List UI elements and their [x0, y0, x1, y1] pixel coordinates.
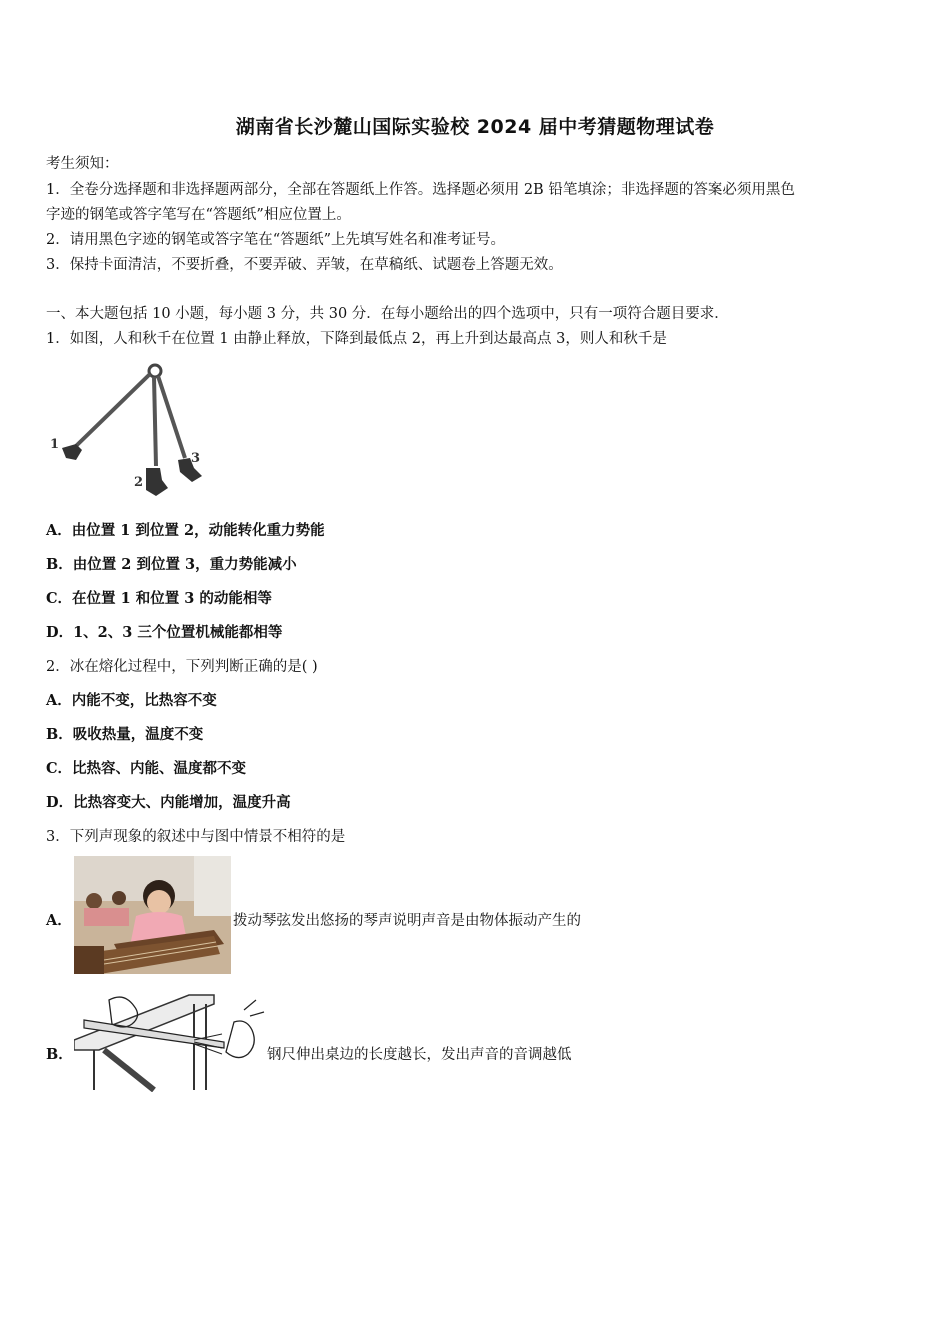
question-3-stem: 3．下列声现象的叙述中与图中情景不相符的是: [46, 829, 346, 845]
notice-item-2: 2．请用黑色字迹的钢笔或答字笔在“答题纸”上先填写姓名和准考证号。: [46, 232, 506, 248]
q3-option-b-letter: B．: [46, 1046, 73, 1063]
q2-option-b: B．吸收热量，温度不变: [46, 726, 204, 743]
section-heading: 一、本大题包括 10 小题，每小题 3 分，共 30 分．在每小题给出的四个选项中，只有一项符合题目要求．: [46, 306, 729, 322]
swing-figure: [48, 356, 213, 506]
q3-option-a-text: 拨动琴弦发出悠扬的琴声说明声音是由物体振动产生的: [233, 913, 581, 929]
q1-option-a: A．由位置 1 到位置 2，动能转化重力势能: [46, 522, 325, 539]
q2-option-c: C．比热容、内能、温度都不变: [46, 760, 247, 777]
swing-label-2: 2: [134, 475, 144, 490]
notice-heading: 考生须知：: [46, 156, 119, 172]
q2-option-d: D．比热容变大、内能增加，温度升高: [46, 794, 291, 811]
swing-label-3: 3: [191, 451, 201, 466]
q1-option-d: D．1、2、3 三个位置机械能都相等: [46, 624, 283, 641]
q3-option-a-letter: A．: [46, 912, 72, 929]
notice-item-1: 1．全卷分选择题和非选择题两部分，全部在答题纸上作答。选择题必须用 2B 铅笔填涂；非选择题的答案必须用黑色: [46, 182, 795, 198]
question-2-stem: 2．冰在熔化过程中，下列判断正确的是( ): [46, 659, 318, 675]
ruler-table-sketch: [74, 990, 269, 1092]
question-1-stem: 1．如图，人和秋千在位置 1 由静止释放，下降到最低点 2，再上升到达最高点 3，则人和秋千是: [46, 331, 667, 347]
q1-option-c: C．在位置 1 和位置 3 的动能相等: [46, 590, 272, 607]
q2-option-a: A．内能不变，比热容不变: [46, 692, 217, 709]
q3-option-b-text: 钢尺伸出桌边的长度越长，发出声音的音调越低: [267, 1047, 572, 1063]
page-title: 湖南省长沙麓山国际实验校 2024 届中考猜题物理试卷: [235, 116, 715, 138]
notice-item-3: 3．保持卡面清洁，不要折叠，不要弄破、弄皱，在草稿纸、试题卷上答题无效。: [46, 257, 563, 273]
swing-label-1: 1: [50, 437, 60, 452]
q1-option-b: B．由位置 2 到位置 3，重力势能减小: [46, 556, 297, 573]
notice-item-1-cont: 字迹的钢笔或答字笔写在“答题纸”相应位置上。: [46, 207, 351, 223]
guzheng-photo: [74, 856, 231, 974]
